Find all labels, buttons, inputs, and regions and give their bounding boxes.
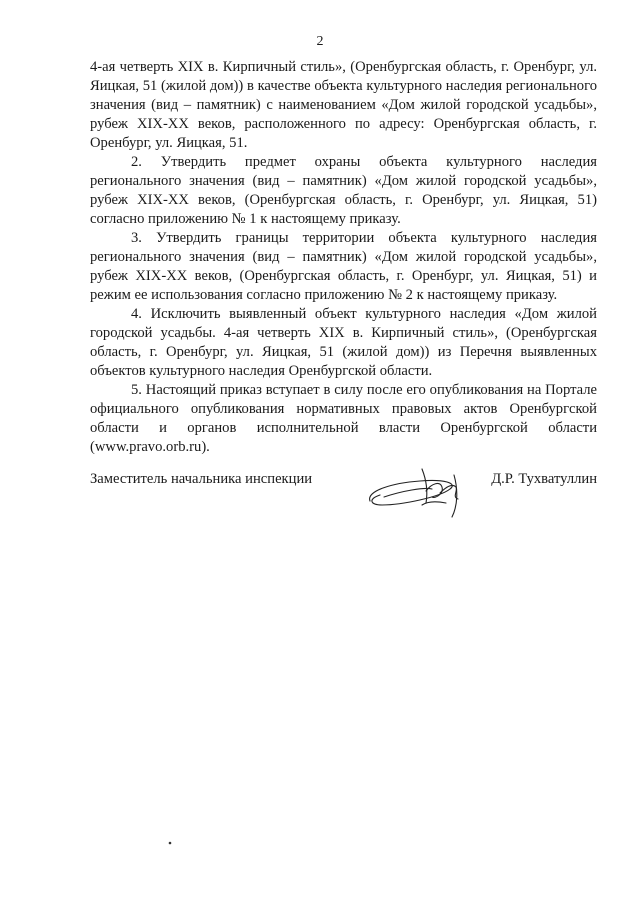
handwritten-signature [362,461,482,523]
paragraph-continuation: 4-ая четверть XIX в. Кирпичный стиль», (Оренбургская область, г. Оренбург, ул. Яицкая, 51 (жилой дом)) в качестве объекта культурного наследия регионального значения (вид – памятник) с наименованием «Дом жилой городской усадьбы», рубеж XIX-XX веков, расположенного по адресу: Оренбургская область, г. Оренбург, ул. Яицкая, 51. [90,59,597,151]
paragraph-item-2: 2. Утвердить предмет охраны объекта культурного наследия регионального значения (вид – памятник) «Дом жилой городской усадьбы», рубеж XIX-XX веков, (Оренбургская область, г. Оренбург, ул. Яицкая, 51) согласно приложению № 1 к настоящему приказу. [90,154,597,227]
paragraph-item-3: 3. Утвердить границы территории объекта культурного наследия регионального значения (вид – памятник) «Дом жилой городской усадьбы», рубеж XIX-XX веков, (Оренбургская область, г. Оренбург, ул. Яицкая, 51) и режим ее использования согласно приложению № 2 к настоящему приказу. [90,230,597,303]
signer-name: Д.Р. Тухватуллин [491,471,597,487]
page-number: 2 [316,34,324,49]
paragraph-item-4: 4. Исключить выявленный объект культурного наследия «Дом жилой городской усадьбы. 4-ая четверть XIX в. Кирпичный стиль», (Оренбургская область, г. Оренбург, ул. Яицкая, 51 (жилой дом)) из Перечня выявленных объектов культурного наследия Оренбургской области. [90,306,597,379]
ink-dot [168,841,172,845]
paragraph-item-5: 5. Настоящий приказ вступает в силу после его опубликования на Портале официального опубликования нормативных правовых актов Оренбургской области и органов исполнительной власти Оренбургской области (www.pravo.orb.ru). [90,382,597,455]
signer-position: Заместитель начальника инспекции [90,471,313,487]
document-body [90,58,597,457]
signature-block [90,471,597,531]
